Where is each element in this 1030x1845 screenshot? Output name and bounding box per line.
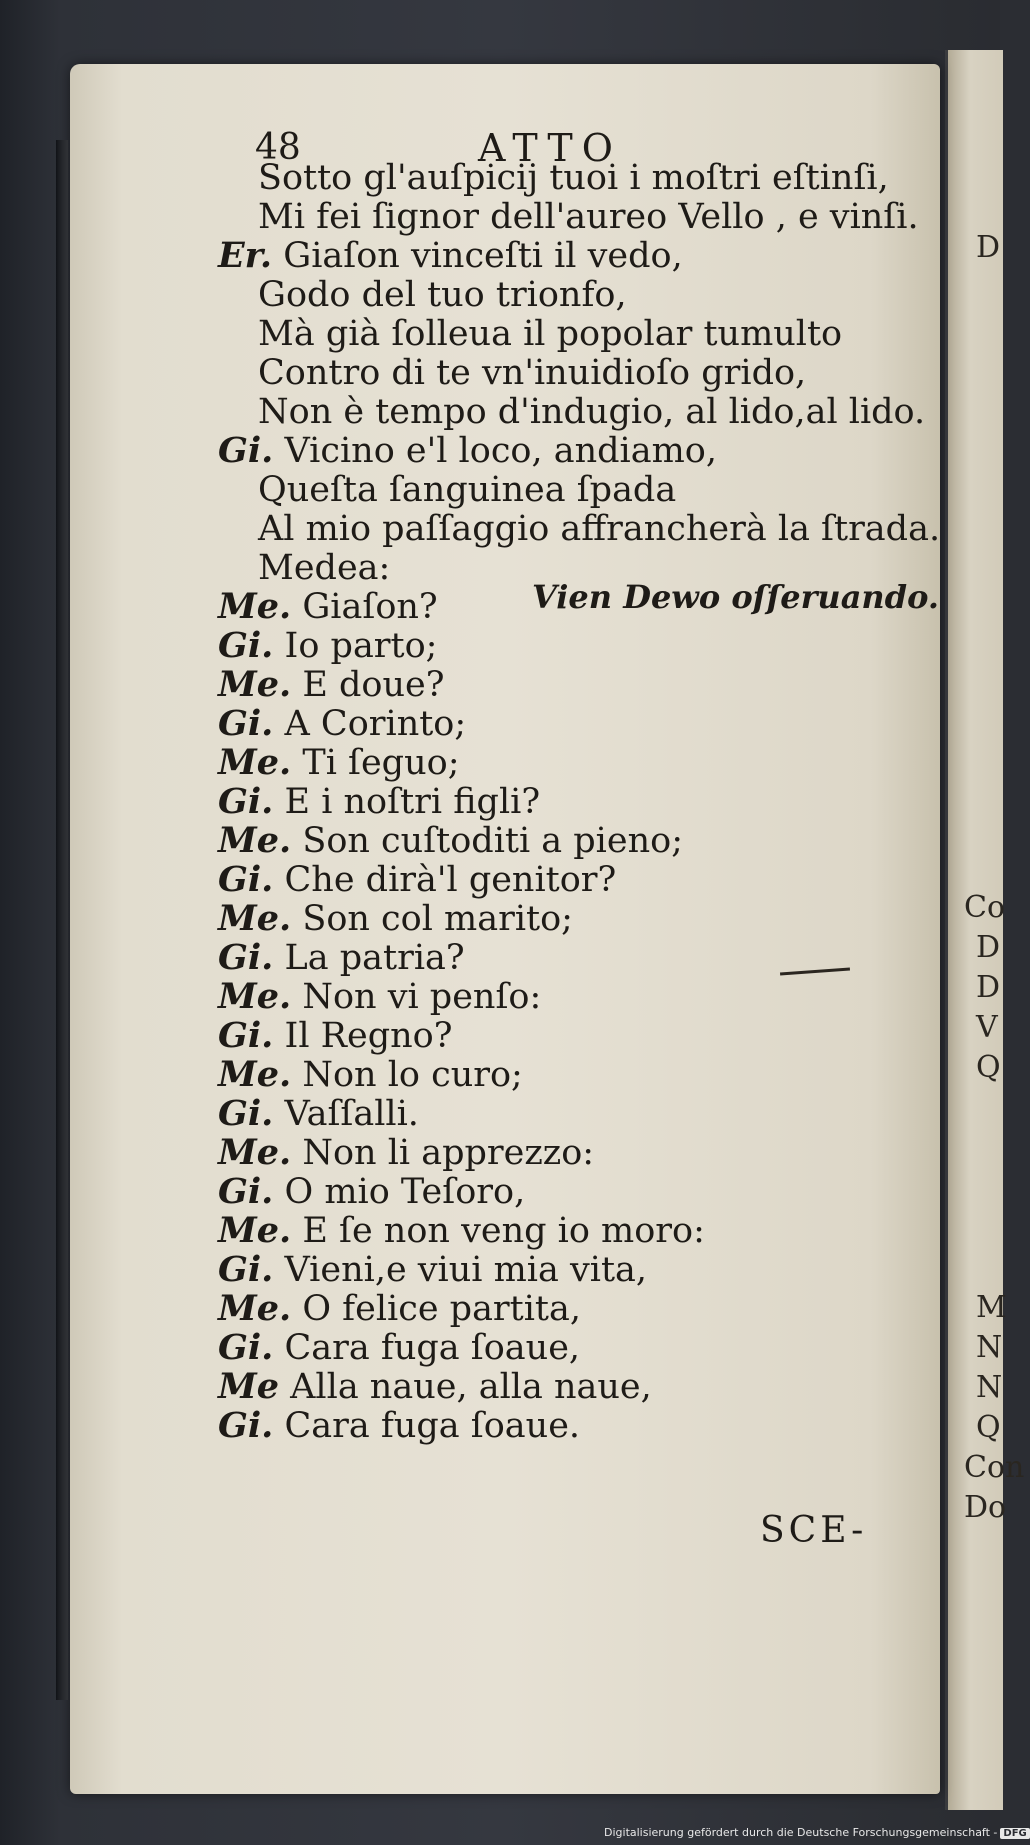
book-binding-edge [56,140,68,1700]
facing-page-fragment: N [976,1370,1003,1405]
speaker-label: Gi. [218,1093,274,1134]
verse-line [218,1093,419,1134]
facing-page-fragment: N [976,1330,1003,1365]
verse-line [218,781,541,822]
verse-line [218,1171,526,1212]
verse-line [218,625,438,666]
facing-page-fragment: D [976,230,1001,265]
verse-text: Son col marito; [302,899,573,939]
facing-page-fragment: Q [976,1050,1001,1085]
speaker-label: Me. [218,820,292,861]
verse-line [258,511,940,547]
verse-text: Mi fei ſignor dell'aureo Vello , e vinſi. [258,197,919,237]
verse-text: Vaſſalli. [284,1094,419,1134]
verse-text: La patria? [284,938,465,978]
verse-line [258,160,889,196]
verse-text: Sotto gl'auſpicij tuoi i moſtri eſtinſi, [258,158,889,198]
speaker-label: Me. [218,898,292,939]
facing-page-fragment: D [976,970,1001,1005]
facing-page-fragment: Q [976,1410,1001,1445]
dfg-logo: DFG [1000,1828,1029,1839]
speaker-label: Gi. [218,1327,274,1368]
verse-text: Alla naue, alla naue, [290,1367,652,1407]
speaker-label: Gi. [218,1249,274,1290]
verse-line [218,1366,652,1407]
page-number: 48 [255,127,301,168]
speaker-label: Gi. [218,937,274,978]
verse-text: Giaſon? [302,587,438,627]
verse-line [218,1015,453,1056]
speaker-label: Me. [218,586,292,627]
verse-line [218,1210,705,1251]
facing-page-edge [945,50,1025,1810]
verse-line [218,430,718,471]
speaker-label: Gi. [218,430,274,471]
verse-text: Al mio paſſaggio affrancherà la ſtrada. [258,509,941,549]
verse-text: Contro di te vn'inuidioſo grido, [258,353,807,393]
verse-text: E i noſtri figli? [284,782,541,822]
verse-text: E ſe non veng io moro: [302,1211,705,1251]
speaker-label: Me. [218,1288,292,1329]
verse-text: Io parto; [284,626,438,666]
verse-line [218,235,683,276]
speaker-label: Gi. [218,1405,274,1446]
verse-text: E doue? [302,665,445,705]
verse-line [218,664,445,705]
verse-text: O mio Teſoro, [284,1172,526,1212]
running-head: ATTO [478,126,622,170]
verse-text: Non li apprezzo: [302,1133,595,1173]
verse-text: Che dirà'l genitor? [284,860,617,900]
verse-line [218,1249,648,1290]
facing-page-fragment: Con [964,1450,1025,1485]
stage-direction: Vien Dewo oſſeruando. [532,578,939,616]
verse-line [258,316,842,352]
verse-text: Il Regno? [284,1016,453,1056]
verse-line [218,976,542,1017]
verse-text: Vicino e'l loco, andiamo, [284,431,718,471]
verse-line [258,199,919,235]
verse-line [218,859,617,900]
speaker-label: Me. [218,742,292,783]
verse-line [218,898,573,939]
verse-text: Son cuſtoditi a pieno; [302,821,683,861]
facing-page-fragment: Co [964,890,1006,925]
verse-text: Mà già ſolleua il popolar tumulto [258,314,843,354]
facing-page-fragment: D [976,930,1001,965]
verse-text: Non è tempo d'indugio, al lido,al lido. [258,392,926,432]
verse-text: Cara fuga ſoaue. [284,1406,581,1446]
verse-text: A Corinto; [284,704,467,744]
verse-line [258,394,925,430]
digitization-credit [604,1826,1030,1839]
verse-text: Non vi penſo: [302,977,542,1017]
speaker-label: Me. [218,664,292,705]
facing-page-fragment: Do [964,1490,1007,1525]
verse-line [258,472,676,508]
speaker-label: Gi. [218,781,274,822]
verse-text: Ti ſeguo; [302,743,460,783]
verse-line [258,355,806,391]
verse-text: Giaſon vinceſti il vedo, [283,236,683,276]
speaker-label: Gi. [218,1171,274,1212]
verse-text: Cara fuga ſoaue, [284,1328,581,1368]
facing-page-fragment: M [976,1290,1007,1325]
verse-text: Non lo curo; [302,1055,523,1095]
speaker-label: Me. [218,1054,292,1095]
credit-text: Digitalisierung gefördert durch die Deutsche Forschungsgemeinschaft - [604,1826,998,1839]
verse-line [218,1288,581,1329]
facing-page-fragment: V [976,1010,998,1045]
speaker-label: Gi. [218,703,274,744]
verse-line [218,1054,523,1095]
verse-text: Medea: [258,548,391,588]
speaker-label: Er. [218,235,273,276]
speaker-label: Gi. [218,859,274,900]
verse-line [218,937,465,978]
speaker-label: Gi. [218,625,274,666]
verse-line [218,1327,581,1368]
verse-text: Queſta ſanguinea ſpada [258,470,677,510]
speaker-label: Me [218,1366,280,1407]
verse-line [258,550,390,586]
verse-text: Vieni,e viui mia vita, [284,1250,648,1290]
verse-line [218,1132,595,1173]
verse-line [218,586,438,627]
verse-line [218,820,683,861]
speaker-label: Me. [218,976,292,1017]
verse-line [218,742,460,783]
verse-text: O felice partita, [302,1289,581,1329]
verse-line [218,703,467,744]
verse-line [258,277,627,313]
speaker-label: Me. [218,1210,292,1251]
verse-line [218,1405,581,1446]
speaker-label: Gi. [218,1015,274,1056]
catchword: SCE- [760,1510,868,1551]
speaker-label: Me. [218,1132,292,1173]
verse-text: Godo del tuo trionfo, [258,275,627,315]
